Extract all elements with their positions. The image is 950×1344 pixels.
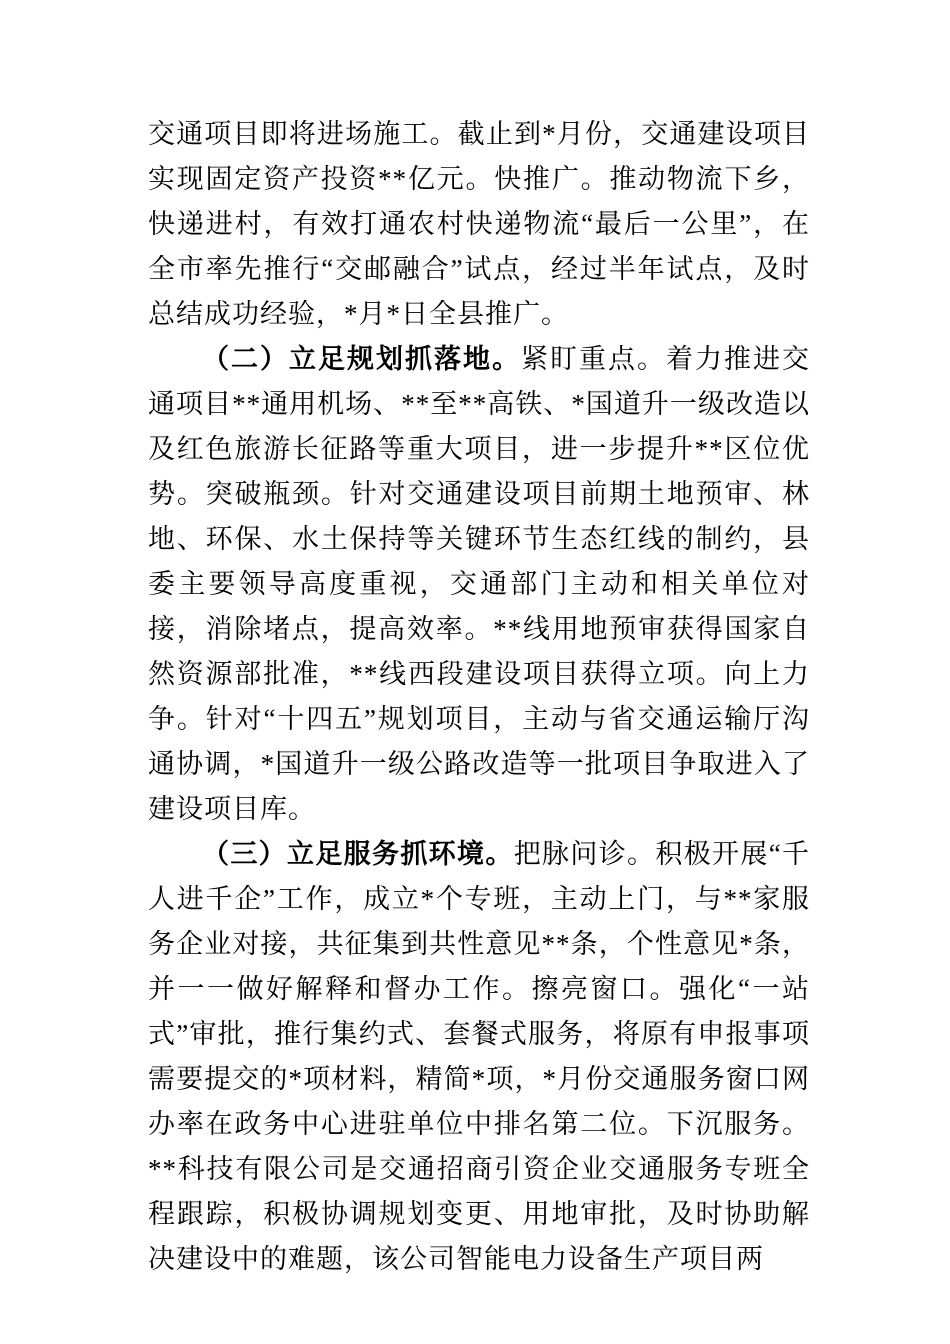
paragraph-body-text: 把脉问诊。积极开展“千人进千企”工作，成立*个专班，主动上门，与**家服务企业对接，共征集到共性意见**条，个性意见*条，并一一做好解释和督办工作。擦亮窗口。强化“一站式”审批，推行集约式、套餐式服务，将原有申报事项需要提交的*项材料，精简*项，*月份交通服务窗口网办率在政务中心进驻单位中排名第二位。下沉服务。**科技有限公司是交通招商引资企业交通服务专班全程跟踪，积极协调规划变更、用地审批，及时协助解决建设中的难题，该公司智能电力设备生产项目两 <box>148 839 811 1274</box>
section-2-heading: （二）立足规划抓落地。 <box>202 344 521 374</box>
paragraph-continuation <box>148 112 810 337</box>
paragraph-body-text: 紧盯重点。着力推进交通项目**通用机场、**至**高铁、*国道升一级改造以及红色旅游长征路等重大项目，进一步提升**区位优势。突破瓶颈。针对交通建设项目前期土地预审、林地、环保、水土保持等关键环节生态红线的制约，县委主要领导高度重视，交通部门主动和相关单位对接，消除堵点，提高效率。**线用地预审获得国家自然资源部批准，**线西段建设项目获得立项。向上力争。针对“十四五”规划项目，主动与省交通运输厅沟通协调，*国道升一级公路改造等一批项目争取进入了建设项目库。 <box>148 344 810 824</box>
section-3-heading: （三）立足服务抓环境。 <box>202 839 514 869</box>
paragraph-section-2 <box>148 337 810 832</box>
document-text-block <box>148 112 810 1282</box>
paragraph-section-3 <box>148 832 810 1282</box>
paragraph-body-text: 交通项目即将进场施工。截止到*月份，交通建设项目实现固定资产投资**亿元。快推广。推动物流下乡，快递进村，有效打通农村快递物流“最后一公里”，在全市率先推行“交邮融合”试点，经过半年试点，及时总结成功经验，*月*日全县推广。 <box>148 119 810 329</box>
